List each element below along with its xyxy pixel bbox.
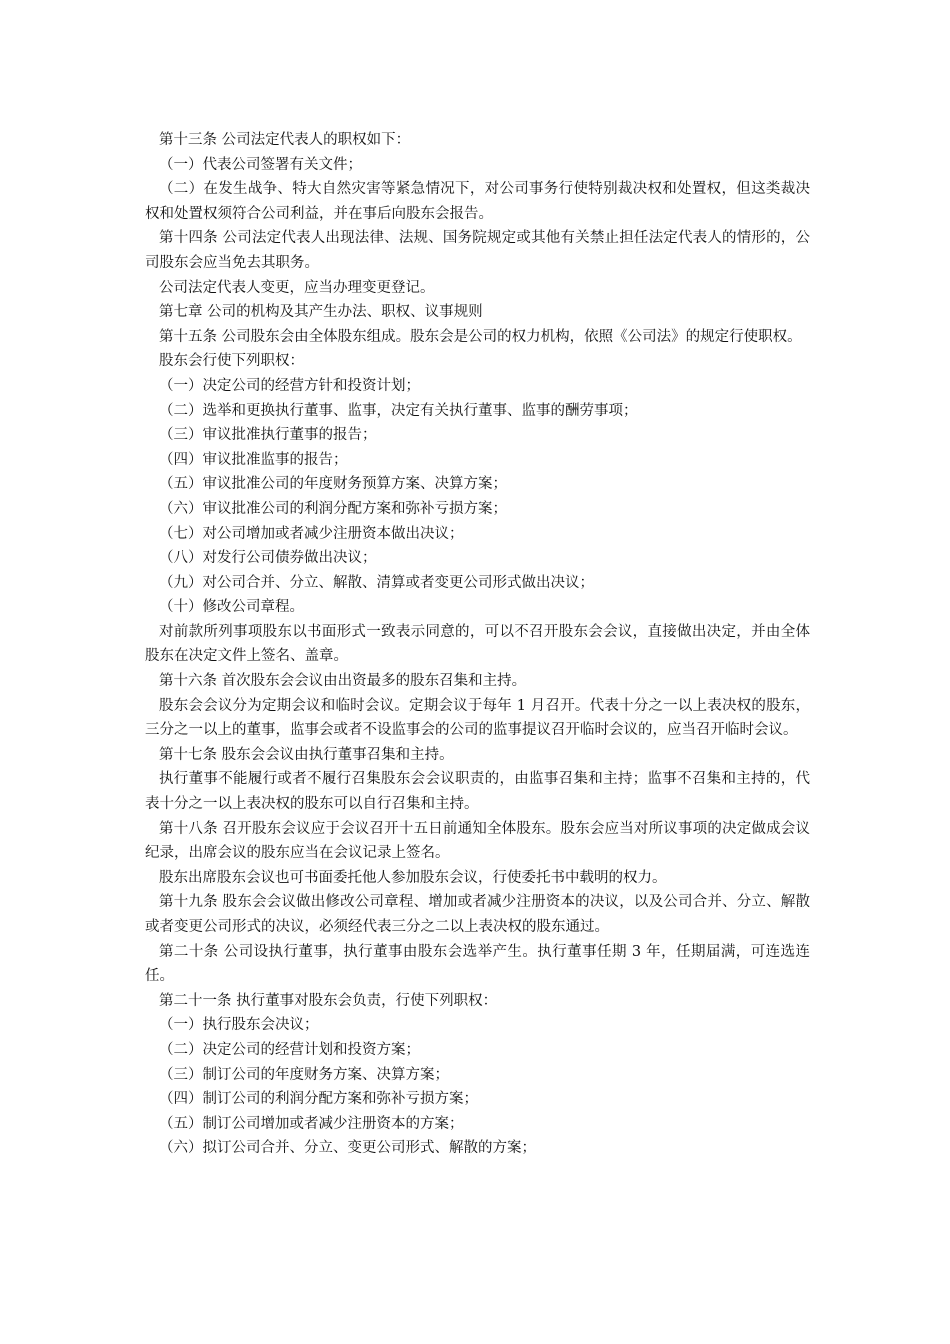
- director-power-2: （二）决定公司的经营计划和投资方案；: [159, 1041, 420, 1058]
- proxy-attendance-clause: 股东出席股东会议也可书面委托他人参加股东会议，行使委托书中载明的权力。: [159, 869, 667, 886]
- article-17: 第十七条 股东会会议由执行董事召集和主持。: [159, 746, 454, 763]
- director-power-1: （一）执行股东会决议；: [159, 1017, 319, 1034]
- article-20: 第二十条 公司设执行董事，执行董事由股东会选举产生。执行董事任期 3 年，任期届满，可连选连任。: [145, 943, 810, 985]
- shareholders-power-6: （六）审议批准公司的利润分配方案和弥补亏损方案；: [159, 500, 507, 517]
- article-14-change-registration: 公司法定代表人变更，应当办理变更登记。: [159, 279, 435, 296]
- shareholders-power-2: （二）选举和更换执行董事、监事，决定有关执行董事、监事的酬劳事项；: [159, 402, 638, 419]
- article-15: 第十五条 公司股东会由全体股东组成。股东会是公司的权力机构，依照《公司法》的规定行使职权。: [159, 328, 802, 345]
- shareholders-powers-intro: 股东会行使下列职权：: [159, 353, 304, 370]
- shareholders-power-8: （八）对发行公司债券做出决议；: [159, 550, 377, 567]
- director-power-6: （六）拟订公司合并、分立、变更公司形式、解散的方案；: [159, 1140, 536, 1157]
- chapter-7-title: 第七章 公司的机构及其产生办法、职权、议事规则: [159, 304, 483, 321]
- article-13-item-1: （一）代表公司签署有关文件；: [159, 156, 362, 173]
- written-consent-clause: 对前款所列事项股东以书面形式一致表示同意的，可以不召开股东会会议，直接做出决定，并由全体股东在决定文件上签名、盖章。: [145, 623, 810, 665]
- article-19: 第十九条 股东会会议做出修改公司章程、增加或者减少注册资本的决议，以及公司合并、分立、解散或者变更公司形式的决议，必须经代表三分之二以上表决权的股东通过。: [145, 894, 810, 935]
- director-power-4: （四）制订公司的利润分配方案和弥补亏损方案；: [159, 1091, 478, 1108]
- article-13-heading: 第十三条 公司法定代表人的职权如下：: [159, 132, 411, 148]
- shareholders-power-7: （七）对公司增加或者减少注册资本做出决议；: [159, 525, 464, 542]
- article-13-item-2: （二）在发生战争、特大自然灾害等紧急情况下，对公司事务行使特别裁决权和处置权，但这类裁决权和处置权须符合公司利益，并在事后向股东会报告。: [145, 181, 810, 222]
- director-power-5: （五）制订公司增加或者减少注册资本的方案；: [159, 1115, 464, 1132]
- meeting-types-clause: 股东会会议分为定期会议和临时会议。定期会议于每年 1 月召开。代表十分之一以上表决权的股东，三分之一以上的董事，监事会或者不设监事会的公司的监事提议召开临时会议的，应当召开临时会议。: [145, 697, 810, 739]
- shareholders-power-3: （三）审议批准执行董事的报告；: [159, 427, 377, 444]
- shareholders-power-9: （九）对公司合并、分立、解散、清算或者变更公司形式做出决议；: [159, 574, 594, 591]
- document-body: [145, 128, 810, 1161]
- shareholders-power-4: （四）审议批准监事的报告；: [159, 451, 348, 468]
- director-power-3: （三）制订公司的年度财务方案、决算方案；: [159, 1066, 449, 1083]
- shareholders-power-1: （一）决定公司的经营方针和投资计划；: [159, 377, 420, 394]
- shareholders-power-10: （十）修改公司章程。: [159, 599, 304, 616]
- article-14: 第十四条 公司法定代表人出现法律、法规、国务院规定或其他有关禁止担任法定代表人的情形的，公司股东会应当免去其职务。: [145, 230, 810, 271]
- shareholders-power-5: （五）审议批准公司的年度财务预算方案、决算方案；: [159, 476, 507, 493]
- article-16: 第十六条 首次股东会会议由出资最多的股东召集和主持。: [159, 673, 527, 690]
- convening-fallback-clause: 执行董事不能履行或者不履行召集股东会会议职责的，由监事召集和主持；监事不召集和主持的，代表十分之一以上表决权的股东可以自行召集和主持。: [145, 771, 810, 813]
- article-18: 第十八条 召开股东会议应于会议召开十五日前通知全体股东。股东会应当对所议事项的决定做成会议纪录，出席会议的股东应当在会议记录上签名。: [145, 820, 810, 862]
- article-21-heading: 第二十一条 执行董事对股东会负责，行使下列职权：: [159, 992, 498, 1009]
